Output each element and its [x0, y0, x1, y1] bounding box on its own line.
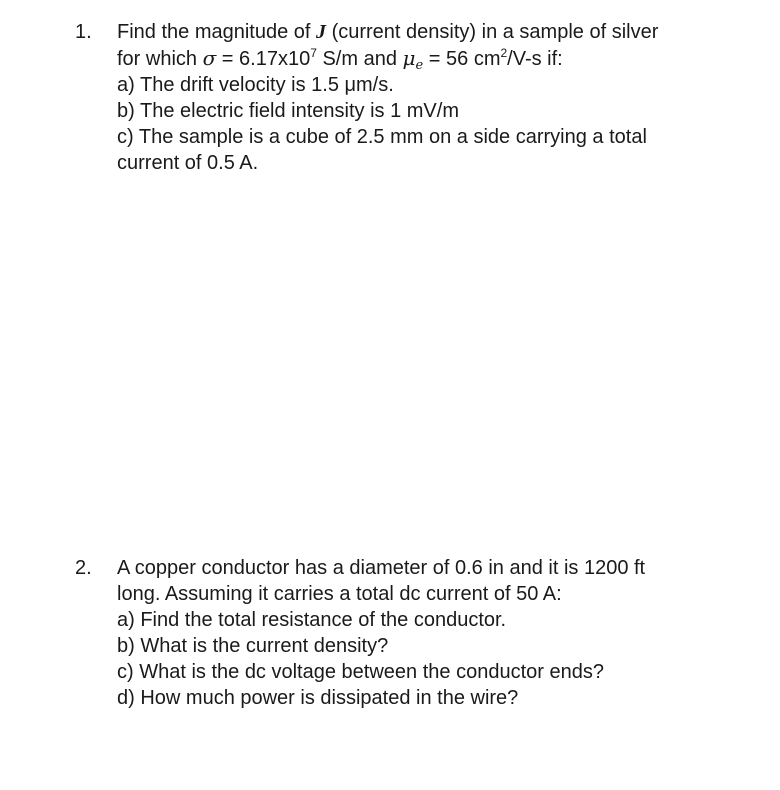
problem-1-number: 1. [75, 21, 92, 43]
sigma-symbol: σ [202, 46, 217, 70]
problem-2-line-1: A copper conductor has a diameter of 0.6 in and it is 1200 ft [117, 557, 646, 579]
problem-1-part-c-continued: current of 0.5 A. [117, 152, 259, 174]
problem-1-part-a: a) The drift velocity is 1.5 μm/s. [117, 74, 394, 96]
sigma-unit: S/m and [316, 48, 403, 70]
mu-exponent: 2 [500, 46, 508, 60]
problem-2-part-d: d) How much power is dissipated in the wire? [117, 687, 519, 709]
mu-value: = 56 cm [423, 48, 501, 70]
problem-2-text [117, 555, 757, 711]
mu-subscript: e [415, 58, 424, 73]
sigma-value: = 6.17x10 [216, 48, 311, 70]
mu-unit: /V-s if: [507, 48, 563, 70]
problem-2-part-b: b) What is the current density? [117, 635, 389, 657]
problem-2-part-c: c) What is the dc voltage between the conductor ends? [117, 661, 604, 683]
current-density-symbol: J [316, 21, 327, 43]
problem-2-line-2: long. Assuming it carries a total dc current of 50 A: [117, 583, 562, 605]
problem-1-part-c: c) The sample is a cube of 2.5 mm on a side carrying a total [117, 126, 647, 148]
problem-1-conditions-line [117, 45, 757, 72]
mu-symbol: μ [402, 46, 416, 70]
conditions-prefix: for which [117, 48, 203, 70]
problem-1-part-b: b) The electric field intensity is 1 mV/m [117, 100, 459, 122]
problem-2-number: 2. [75, 557, 92, 579]
sigma-exponent: 7 [310, 46, 317, 60]
problem-1-text [117, 19, 757, 176]
problem-1-intro-prefix: Find the magnitude of [117, 21, 317, 43]
problem-1-intro-suffix: (current density) in a sample of silver [326, 21, 659, 43]
problem-1-intro-line [117, 19, 757, 45]
problem-2-part-a: a) Find the total resistance of the conductor. [117, 609, 507, 631]
